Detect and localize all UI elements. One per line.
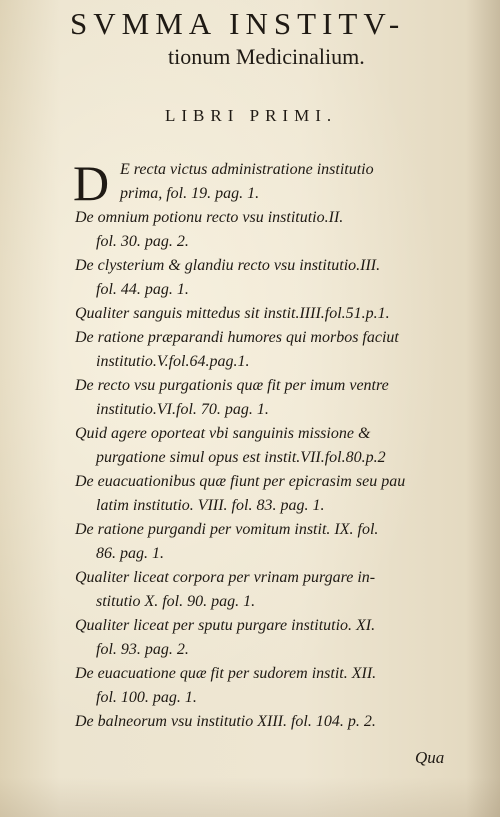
page-edge-shadow <box>466 0 500 817</box>
toc-line: fol. 44. pag. 1. <box>96 281 189 298</box>
toc-line: Qualiter liceat corpora per vrinam purgare in- <box>75 569 376 586</box>
toc-line: fol. 100. pag. 1. <box>96 689 197 706</box>
toc-line: purgatione simul opus est instit.VII.fol.80.p.2 <box>96 449 386 466</box>
toc-entry <box>75 614 465 662</box>
toc-line: institutio.V.fol.64.pag.1. <box>96 353 250 370</box>
table-of-contents <box>73 155 465 734</box>
toc-entry <box>75 422 465 470</box>
toc-line: latim institutio. VIII. fol. 83. pag. 1. <box>96 497 325 514</box>
toc-line: institutio.VI.fol. 70. pag. 1. <box>96 401 269 418</box>
toc-entry <box>75 254 465 302</box>
toc-line: De balneorum vsu institutio XIII. fol. 104. p. 2. <box>75 713 376 730</box>
toc-line: 86. pag. 1. <box>96 545 164 562</box>
toc-line: Qualiter liceat per sputu purgare institutio. XI. <box>75 617 376 634</box>
toc-line: De clysterium & glandiu recto vsu institutio.III. <box>75 257 381 274</box>
toc-entry <box>75 662 465 710</box>
toc-line: De omnium potionu recto vsu institutio.II. <box>75 209 344 226</box>
toc-line: fol. 93. pag. 2. <box>96 641 189 658</box>
toc-line: De ratione purgandi per vomitum instit. IX. fol. <box>75 521 379 538</box>
toc-line: De euacuationibus quæ fiunt per epicrasim seu pau <box>75 473 406 490</box>
page-subtitle: tionum Medicinalium. <box>168 44 365 69</box>
toc-entry <box>75 302 465 326</box>
toc-line: fol. 30. pag. 2. <box>96 233 189 250</box>
page-title: SVMMA INSTITV- <box>70 6 406 41</box>
toc-line: Quid agere oporteat vbi sanguinis missione & <box>75 425 371 442</box>
toc-entry <box>75 470 465 518</box>
toc-line: prima, fol. 19. pag. 1. <box>120 185 260 202</box>
toc-entry <box>75 206 465 254</box>
toc-entry <box>75 374 465 422</box>
catchword: Qua <box>415 748 445 767</box>
toc-entry <box>75 326 465 374</box>
toc-line: De euacuatione quæ fit per sudorem instit. XII. <box>75 665 377 682</box>
toc-line: De ratione præparandi humores qui morbos faciut <box>75 329 399 346</box>
toc-entry <box>75 566 465 614</box>
book-heading: LIBRI PRIMI. <box>165 106 338 125</box>
drop-capital: D <box>73 155 110 211</box>
toc-entry <box>75 518 465 566</box>
toc-line: E recta victus administratione institutio <box>120 161 374 178</box>
toc-entry <box>73 155 465 211</box>
toc-entry <box>75 710 465 734</box>
toc-line: stitutio X. fol. 90. pag. 1. <box>96 593 256 610</box>
toc-line: Qualiter sanguis mittedus sit instit.IIII.fol.51.p.1. <box>75 305 390 322</box>
page-bottom-shadow <box>0 777 500 817</box>
toc-line: De recto vsu purgationis quæ fit per imum ventre <box>75 377 389 394</box>
